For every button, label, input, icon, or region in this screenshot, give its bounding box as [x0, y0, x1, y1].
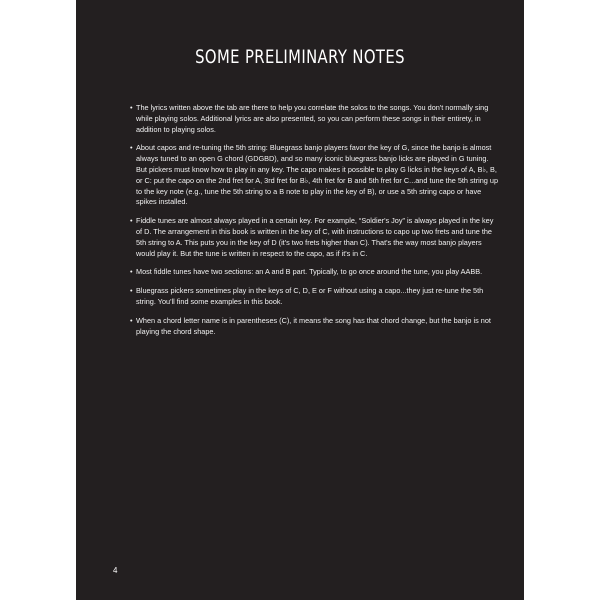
bullet: • — [130, 267, 133, 277]
bullet: • — [130, 286, 133, 296]
book-page — [76, 0, 524, 600]
notes-list — [130, 103, 498, 345]
note-item — [130, 103, 498, 135]
note-text: Fiddle tunes are almost always played in a certain key. For example, “Soldier's Joy” is always played in the key of D. The arrangement in this book is written in the key of C, with instructions to capo up two frets and tune the 5th string to A. This puts you in the key of D (it's two frets higher than C). That's the way most banjo players would play it. But the tune is written in respect to the capo, as if it's in C. — [136, 216, 494, 258]
note-text: The lyrics written above the tab are there to help you correlate the solos to the songs. You don't normally sing while playing solos. Additional lyrics are also presented, so you can perform these songs in their entirety, in addition to playing solos. — [136, 103, 489, 134]
note-text: Bluegrass pickers sometimes play in the keys of C, D, E or F without using a capo...they just re-tune the 5th string. You'll find some examples in this book. — [136, 286, 484, 306]
note-text: When a chord letter name is in parentheses (C), it means the song has that chord change, but the banjo is not playing the chord shape. — [136, 315, 491, 336]
note-text: About capos and re-tuning the 5th string: Bluegrass banjo players favor the key of G, since the banjo is almost always tuned to an open G chord (GDGBD), and so many iconic bluegrass banjo licks are played in G tuning. But pickers must know how to play in any key. The capo makes it possible to play G licks in the keys of A, B♭, B, or C: put the capo on the 2nd fret for A, 3rd fret for B♭, 4th fret for B and 5th fret for C...and tune the 5th string up to the key note (e.g., tune the 5th string to a B note to play in the key of B), or use a 5th string capo or have spikes installed. — [136, 143, 499, 207]
page-title: SOME PRELIMINARY NOTES — [195, 46, 405, 68]
note-item — [130, 267, 498, 278]
bullet: • — [130, 315, 133, 325]
bullet: • — [130, 103, 133, 112]
bullet: • — [130, 216, 133, 226]
note-item — [130, 316, 498, 338]
note-item — [130, 286, 498, 308]
page-number: 4 — [113, 566, 118, 575]
note-text: Most fiddle tunes have two sections: an A and B part. Typically, to go once around the tune, you play AABB. — [136, 267, 483, 277]
bullet: • — [130, 143, 133, 153]
note-item — [130, 216, 498, 259]
note-item — [130, 143, 498, 208]
